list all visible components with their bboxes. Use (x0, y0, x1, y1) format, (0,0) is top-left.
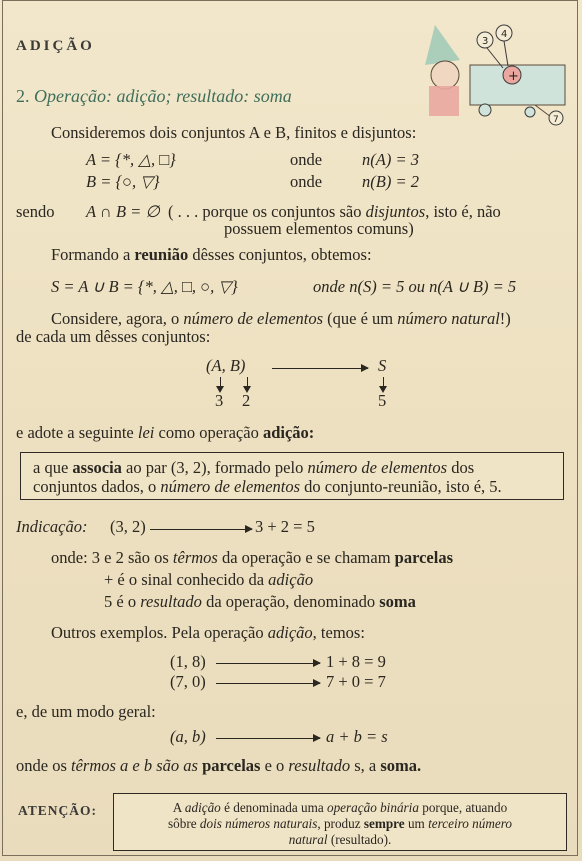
mapping-value-b: 2 (242, 391, 251, 410)
gnome-machine-illustration (415, 20, 575, 130)
example-1-arrow (216, 663, 320, 664)
example-2-arrow (216, 683, 320, 684)
atencao-line-3: natural (resultado). (288, 832, 392, 847)
mapping-pair: (A, B) (206, 356, 246, 375)
definition-line-2: conjuntos dados, o número de elementos do conjunto-reunião, isto é, 5. (33, 477, 502, 496)
atencao-label: ATENÇÃO: (18, 803, 98, 818)
example-1-pair: (1, 8) (170, 652, 206, 671)
indicacao-result: 3 + 2 = 5 (255, 517, 315, 536)
set-a-onde: onde (290, 150, 323, 169)
onde-line-2: + é o sinal conhecido da adição (104, 570, 314, 589)
heading-number: 2. (16, 86, 30, 106)
sendo-label: sendo (16, 202, 55, 221)
general-arrow (216, 738, 320, 739)
down-arrow-b (247, 377, 248, 391)
indicacao-label: Indicação: (16, 517, 88, 536)
geral-line: e, de um modo geral: (16, 702, 156, 721)
heading-text: Operação: adição; resultado: soma (34, 86, 292, 106)
indicacao-pair: (3, 2) (110, 517, 146, 536)
svg-text:+: + (508, 69, 519, 84)
mapping-value-s: 5 (378, 391, 387, 410)
atencao-line-2: sôbre dois números naturais, produz sempre um terceiro número (168, 816, 512, 831)
example-2-pair: (7, 0) (170, 672, 206, 691)
union-tail: onde n(S) = 5 ou n(A ∪ B) = 5 (313, 277, 517, 296)
considere-line-2: de cada um dêsses conjuntos: (16, 327, 211, 346)
set-a-expr: A = {*, △, □} (86, 150, 176, 169)
down-arrow-s (383, 377, 384, 391)
set-b-card: n(B) = 2 (362, 172, 419, 191)
atencao-box (113, 793, 567, 851)
adote-line: e adote a seguinte lei como operação adição: (16, 423, 315, 442)
definition-line-1: a que associa ao par (3, 2), formado pelo número de elementos dos (33, 458, 475, 477)
section-label: ADIÇÃO (16, 38, 95, 54)
example-2-result: 7 + 0 = 7 (326, 672, 386, 691)
mapping-value-a: 3 (215, 391, 224, 410)
indicacao-arrow (150, 529, 252, 530)
atencao-line-1: A adição é denominada uma operação binária porque, atuando (172, 800, 508, 815)
set-b-onde: onde (290, 172, 323, 191)
down-arrow-a (220, 377, 221, 391)
outros-line: Outros exemplos. Pela operação adição, temos: (51, 623, 365, 642)
formando-line: Formando a reunião dêsses conjuntos, obtemos: (51, 245, 372, 264)
general-pair: (a, b) (170, 727, 206, 746)
onde-line-3: 5 é o resultado da operação, denominado soma (104, 592, 416, 611)
sendo-line-2: possuem elementos comuns) (224, 219, 414, 238)
considere-line-1: Considere, agora, o número de elementos (que é um número natural!) (51, 309, 511, 328)
illus-number-4: 4 (501, 29, 508, 40)
example-1-result: 1 + 8 = 9 (326, 652, 386, 671)
intro-paragraph: Consideremos dois conjuntos A e B, finitos e disjuntos: (51, 123, 417, 142)
sendo-line: A ∩ B = ∅ ( . . . porque os conjuntos são disjuntos, isto é, não (86, 202, 501, 221)
set-a-card: n(A) = 3 (362, 150, 419, 169)
mapping-arrow (272, 368, 368, 369)
final-line: onde os têrmos a e b são as parcelas e o resultado s, a soma. (16, 756, 422, 775)
onde-line-1: onde: 3 e 2 são os têrmos da operação e se chamam parcelas (51, 548, 454, 567)
illus-number-3: 3 (482, 36, 489, 47)
union-expr: S = A ∪ B = {*, △, □, ○, ▽} (51, 277, 238, 296)
general-result: a + b = s (326, 727, 388, 746)
set-b-expr: B = {○, ▽} (86, 172, 160, 191)
page-title (16, 86, 292, 107)
illus-number-7: 7 (553, 115, 559, 125)
mapping-set-s: S (378, 356, 387, 375)
definition-box (20, 452, 564, 500)
